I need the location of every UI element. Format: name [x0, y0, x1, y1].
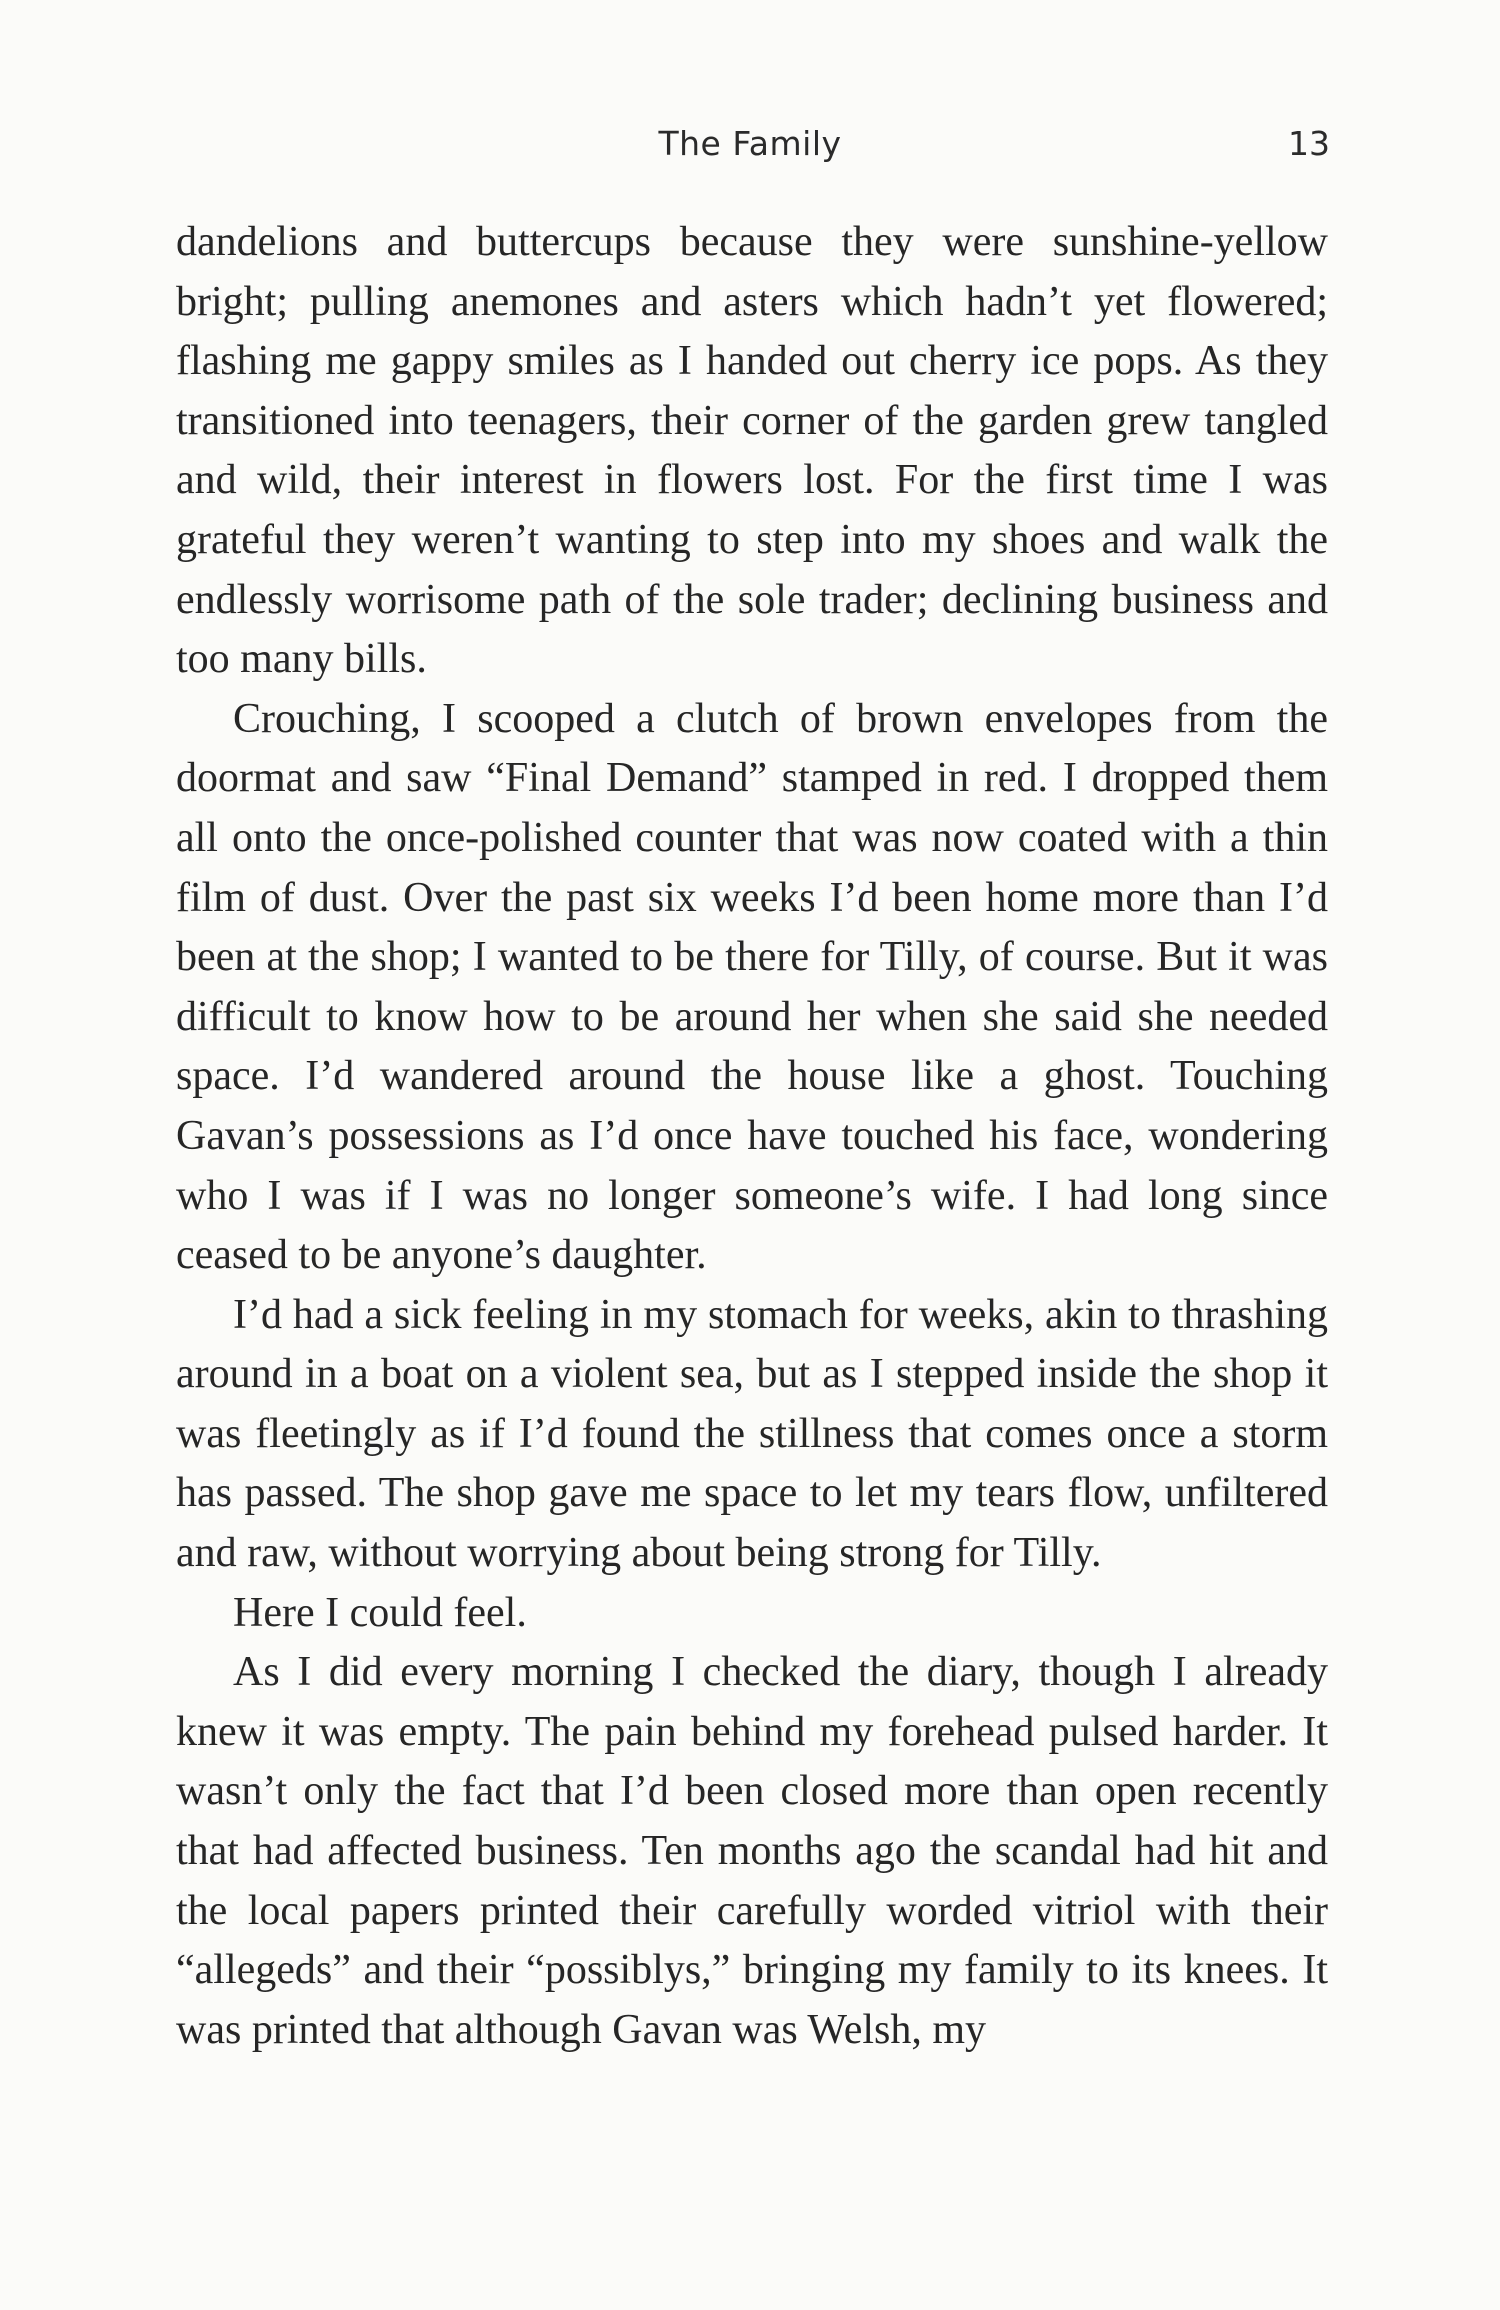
chapter-title: The Family: [658, 124, 842, 163]
paragraph-3: I’d had a sick feeling in my stomach for weeks, akin to thrashing around in a boat on a violent sea, but as I stepped inside the shop it was fleetingly as if I’d found the stillness that comes once a storm has passed. The shop gave me space to let my tears flow, unfiltered and raw, without worrying about being strong for Tilly.: [176, 1291, 1328, 1577]
body-text: [176, 213, 1328, 2060]
page-number: 13: [1288, 124, 1330, 163]
paragraph-1: dandelions and buttercups because they were sunshine-yellow bright; pulling anemones and asters which hadn’t yet flowered; flashing me gappy smiles as I handed out cherry ice pops. As they transitioned into teenagers, their corner of the garden grew tangled and wild, their interest in flowers lost. For the first time I was grateful they weren’t wanting to step into my shoes and walk the endlessly worrisome path of the sole trader; declining business and too many bills.: [176, 219, 1328, 683]
paragraph-5: As I did every morning I checked the diary, though I already knew it was empty. The pain behind my forehead pulsed harder. It wasn’t only the fact that I’d been closed more than open recently that had affected business. Ten months ago the scandal had hit and the local papers printed their carefully worded vitriol with their “allegeds” and their “possiblys,” bringing my family to its knees. It was printed that although Gavan was Welsh, my: [176, 1649, 1328, 2053]
paragraph-2: Crouching, I scooped a clutch of brown envelopes from the doormat and saw “Final Demand” stamped in red. I dropped them all onto the once-polished counter that was now coated with a thin film of dust. Over the past six weeks I’d been home more than I’d been at the shop; I wanted to be there for Tilly, of course. But it was difficult to know how to be around her when she said she needed space. I’d wandered around the house like a ghost. Touching Gavan’s possessions as I’d once have touched his face, wondering who I was if I was no longer someone’s wife. I had long since ceased to be anyone’s daughter.: [176, 695, 1328, 1279]
paragraph-4: Here I could feel.: [233, 1589, 527, 1636]
running-header: [170, 124, 1330, 174]
